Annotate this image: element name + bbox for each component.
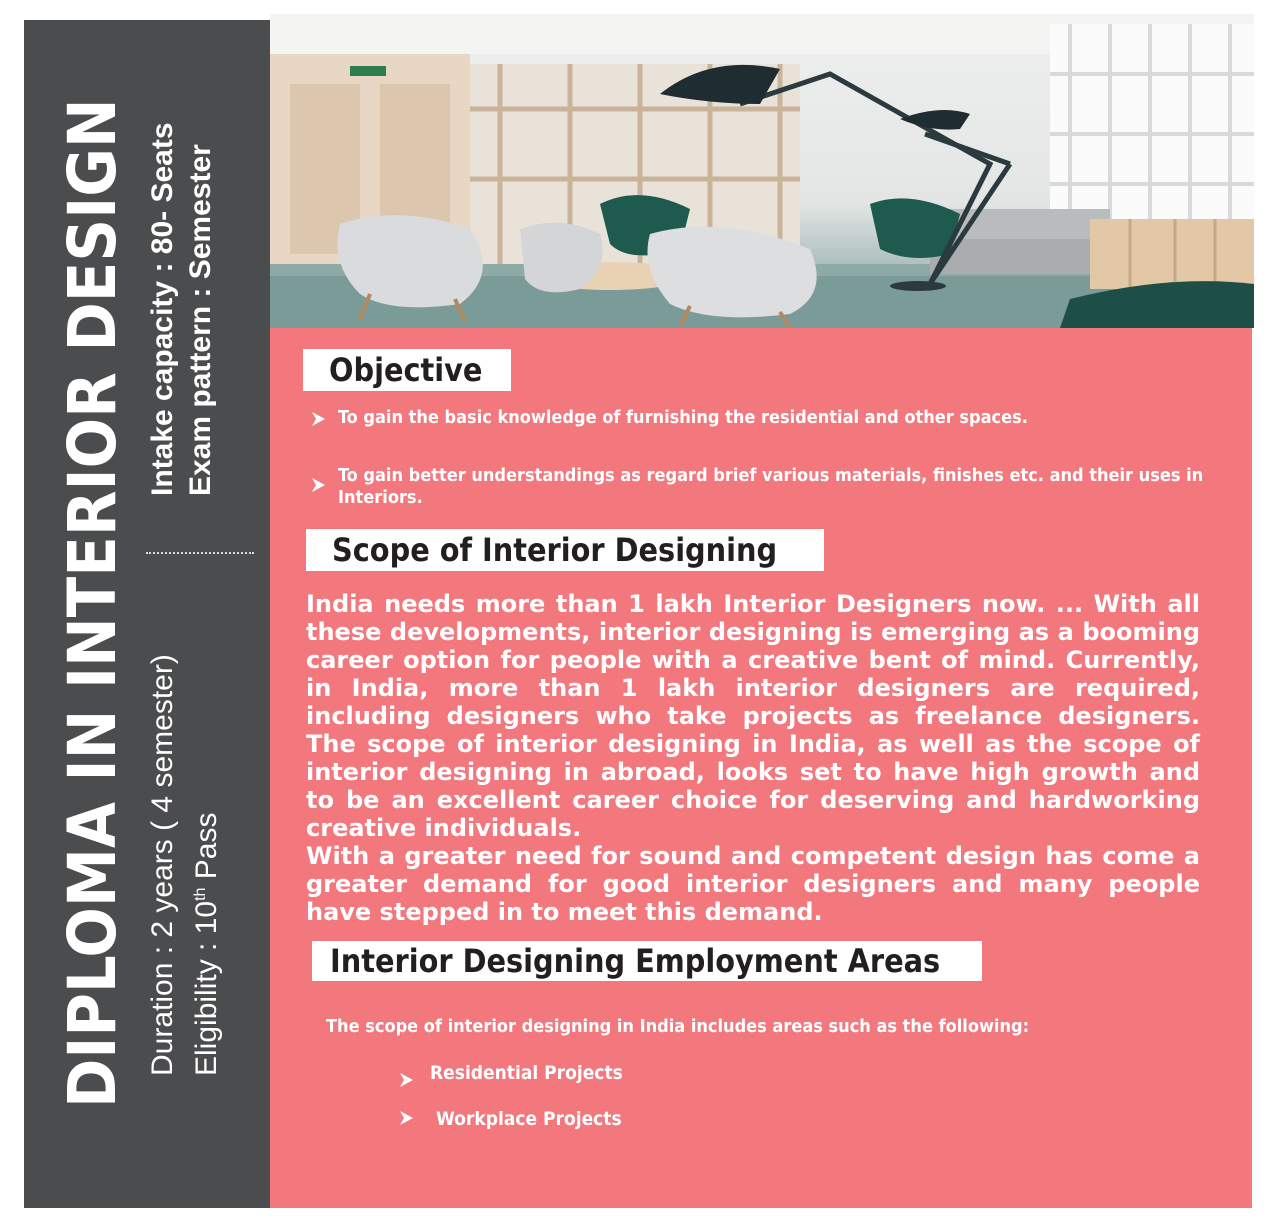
employment-item-text: Workplace Projects bbox=[436, 1108, 622, 1130]
scope-paragraph-1: India needs more than 1 lakh Interior Designers now. ... With all these developments, interior designing is emerging as a booming career option for people with a creative bent of mind. Currently, in India, more than 1 lakh interior designers are required, including designers who take projects as freelance designers. The scope of interior designing in India, as well as the scope of interior designing in abroad, looks set to have high growth and to be an excellent career choice for deserving and hardworking creative individuals. bbox=[306, 590, 1200, 842]
intake-label: Intake capacity : 80- Seats bbox=[146, 122, 179, 496]
employment-item-text: Residential Projects bbox=[430, 1062, 623, 1084]
objective-heading: Objective bbox=[303, 349, 511, 391]
arrow-right-icon bbox=[398, 1110, 414, 1126]
employment-item bbox=[398, 1108, 622, 1130]
course-title: DIPLOMA IN INTERIOR DESIGN bbox=[54, 98, 131, 1108]
eligibility-prefix: Eligibility : 10 bbox=[190, 900, 223, 1076]
arrow-right-icon bbox=[310, 411, 326, 427]
exam-pattern-label: Exam pattern : Semester bbox=[184, 144, 217, 496]
intake-text bbox=[146, 122, 180, 496]
exam-pattern-text bbox=[184, 144, 218, 496]
eligibility-text bbox=[184, 813, 224, 1076]
objective-item-text: To gain the basic knowledge of furnishing the residential and other spaces. bbox=[338, 407, 1028, 428]
eligibility-superscript: th bbox=[192, 887, 209, 901]
objective-item bbox=[310, 465, 1222, 509]
interior-photo bbox=[270, 14, 1254, 328]
dotted-divider bbox=[146, 552, 254, 554]
scope-paragraph-2: With a greater need for sound and competent design has come a greater demand for good interior designers and many people have stepped in to meet this demand. bbox=[306, 842, 1200, 926]
objective-item bbox=[310, 407, 1210, 429]
arrow-right-icon bbox=[310, 477, 326, 493]
employment-intro: The scope of interior designing in India includes areas such as the following: bbox=[326, 1016, 1030, 1037]
employment-item bbox=[398, 1062, 623, 1088]
duration-text: Duration : 2 years ( 4 semester) bbox=[146, 654, 179, 1076]
objective-item-text: To gain better understandings as regard brief various materials, finishes etc. and their uses in Interiors. bbox=[338, 465, 1204, 508]
employment-heading: Interior Designing Employment Areas bbox=[312, 941, 982, 981]
arrow-right-icon bbox=[398, 1072, 414, 1088]
eligibility-suffix: Pass bbox=[190, 812, 223, 888]
scope-heading: Scope of Interior Designing bbox=[306, 529, 824, 571]
scope-paragraph bbox=[306, 590, 1200, 926]
